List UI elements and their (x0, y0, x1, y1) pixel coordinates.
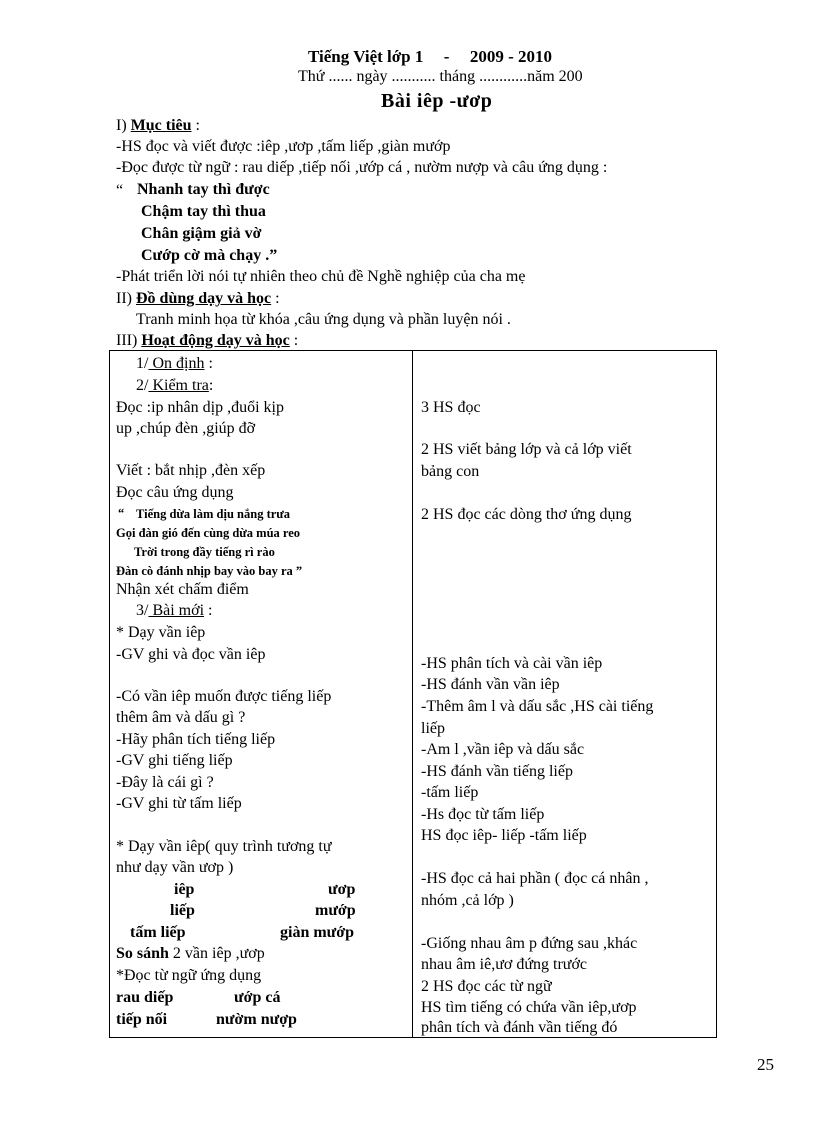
teacher-step: -Có vần iêp muốn được tiếng liếp (116, 688, 332, 705)
student-activity: -Hs đọc từ tấm liếp (421, 806, 545, 823)
student-activity: -HS đánh vần tiếng liếp (421, 763, 573, 780)
activities-heading: III) Hoạt động dạy và học : (116, 332, 299, 349)
objective-poem-line: Nhanh tay thì được (137, 181, 270, 198)
materials-heading: II) Đồ dùng dạy và học : (116, 290, 280, 307)
student-activity: nhau âm iê,ươ đứng trước (421, 956, 588, 973)
objective-line-2: -Đọc được từ ngữ : rau diếp ,tiếp nối ,ướp cá , nườm nượp và câu ứng dụng : (116, 159, 608, 176)
compare-line: So sánh 2 vần iêp ,ươp (116, 945, 265, 962)
objective-poem-quote: “ (116, 182, 124, 199)
objectives-heading-text: Mục tiêu (130, 117, 192, 134)
teacher-step: -Hãy phân tích tiếng liếp (116, 731, 276, 748)
teach-rhyme-heading: * Dạy vần iêp (116, 624, 206, 641)
vocab-heading: *Đọc từ ngữ ứng dụng (116, 967, 262, 984)
vocab-word: ướp cá (234, 989, 281, 1006)
document-header-title (308, 47, 552, 67)
student-activity: HS tìm tiếng có chứa vần iêp,ươp (421, 999, 637, 1016)
student-activity: -tấm liếp (421, 784, 479, 801)
rhyme-word: mướp (315, 902, 356, 919)
student-activity: HS đọc iêp- liếp -tấm liếp (421, 827, 587, 844)
school-year: 2009 - 2010 (469, 47, 553, 66)
teacher-step: -GV ghi từ tấm liếp (116, 795, 242, 812)
check-poem-quote: “ (118, 506, 125, 520)
rhyme-word: liếp (170, 902, 195, 919)
objective-poem-line: Chậm tay thì thua (141, 203, 266, 220)
lesson-title: Bài iêp -ươp (381, 90, 493, 112)
rhyme-word: tấm liếp (130, 924, 186, 941)
objective-poem-line: Chân giậm giả vờ (141, 225, 262, 242)
section-check: 2/ Kiểm tra: (136, 377, 214, 394)
objective-poem-line: Cướp cờ mà chạy .” (141, 247, 278, 264)
student-activity: 2 HS viết bảng lớp và cả lớp viết (421, 441, 632, 458)
lesson-activities-table (109, 350, 717, 1038)
objective-line-3: -Phát triển lời nói tự nhiên theo chủ đề Nghề nghiệp của cha mẹ (116, 268, 526, 285)
check-read-line: Đọc :ip nhân dịp ,đuổi kịp (116, 399, 284, 416)
check-poem-line: Gọi đàn gió đến cùng dừa múa reo (116, 526, 301, 540)
student-activity: phân tích và đánh vần tiếng đó (421, 1019, 618, 1036)
table-column-divider (412, 351, 413, 1037)
student-activity: 2 HS đọc các từ ngữ (421, 978, 552, 995)
page-number: 25 (757, 1055, 774, 1074)
objectives-heading: I) Mục tiêu : (116, 117, 200, 134)
materials-heading-text: Đồ dùng dạy và học (135, 290, 272, 307)
rhyme-word: ươp (328, 881, 356, 898)
check-poem-line: Trời trong đầy tiếng rì rào (134, 545, 275, 559)
student-activity: -Giống nhau âm p đứng sau ,khác (421, 935, 638, 952)
section-stabilize: 1/ On định : (136, 355, 213, 372)
check-sentence-label: Đọc câu ứng dụng (116, 484, 234, 501)
teacher-step: -GV ghi tiếng liếp (116, 752, 233, 769)
check-comment: Nhận xét chấm điểm (116, 581, 249, 598)
teacher-step: như dạy vần ươp ) (116, 859, 234, 876)
check-write-line: Viết : bắt nhịp ,đèn xếp (116, 462, 266, 479)
date-line: Thứ ...... ngày ........... tháng ............năm 200 (298, 68, 583, 85)
vocab-word: tiếp nối (116, 1011, 168, 1028)
subject-label: Tiếng Việt lớp 1 (308, 47, 424, 66)
teach-rhyme-heading: * Dạy vần iêp( quy trình tương tự (116, 838, 332, 855)
objective-line-1: -HS đọc và viết được :iêp ,ươp ,tấm liếp ,giàn mướp (116, 138, 451, 155)
student-activity: 2 HS đọc các dòng thơ ứng dụng (421, 506, 632, 523)
vocab-word: nườm nượp (216, 1011, 297, 1028)
materials-line: Tranh minh họa từ khóa ,câu ứng dụng và phần luyện nói . (136, 311, 511, 328)
student-activity: -HS đọc cả hai phần ( đọc cá nhân , (421, 870, 649, 887)
teacher-step: -Đây là cái gì ? (116, 774, 214, 791)
teacher-step: -GV ghi và đọc vần iêp (116, 646, 266, 663)
student-activity: 3 HS đọc (421, 399, 481, 416)
student-activity: -HS đánh vần vần iêp (421, 676, 560, 693)
check-poem-line: Đàn cò đánh nhịp bay vào bay ra ” (116, 564, 303, 578)
activities-heading-text: Hoạt động dạy và học (141, 332, 290, 349)
check-read-line: up ,chúp đèn ,giúp đỡ (116, 420, 256, 437)
header-separator: - (443, 47, 450, 66)
rhyme-word: iêp (174, 881, 195, 898)
teacher-step: thêm âm và dấu gì ? (116, 709, 246, 726)
check-poem-line: Tiếng dừa làm dịu nắng trưa (136, 507, 291, 521)
student-activity: liếp (421, 720, 445, 737)
student-activity: nhóm ,cả lớp ) (421, 892, 514, 909)
rhyme-word: giàn mướp (280, 924, 355, 941)
section-new-lesson: 3/ Bài mới : (136, 602, 213, 619)
student-activity: -HS phân tích và cài vần iêp (421, 655, 603, 672)
student-activity: -Thêm âm l và dấu sắc ,HS cài tiếng (421, 698, 654, 715)
vocab-word: rau diếp (116, 989, 174, 1006)
student-activity: -Am l ,vần iêp và dấu sắc (421, 741, 585, 758)
student-activity: bảng con (421, 463, 480, 480)
